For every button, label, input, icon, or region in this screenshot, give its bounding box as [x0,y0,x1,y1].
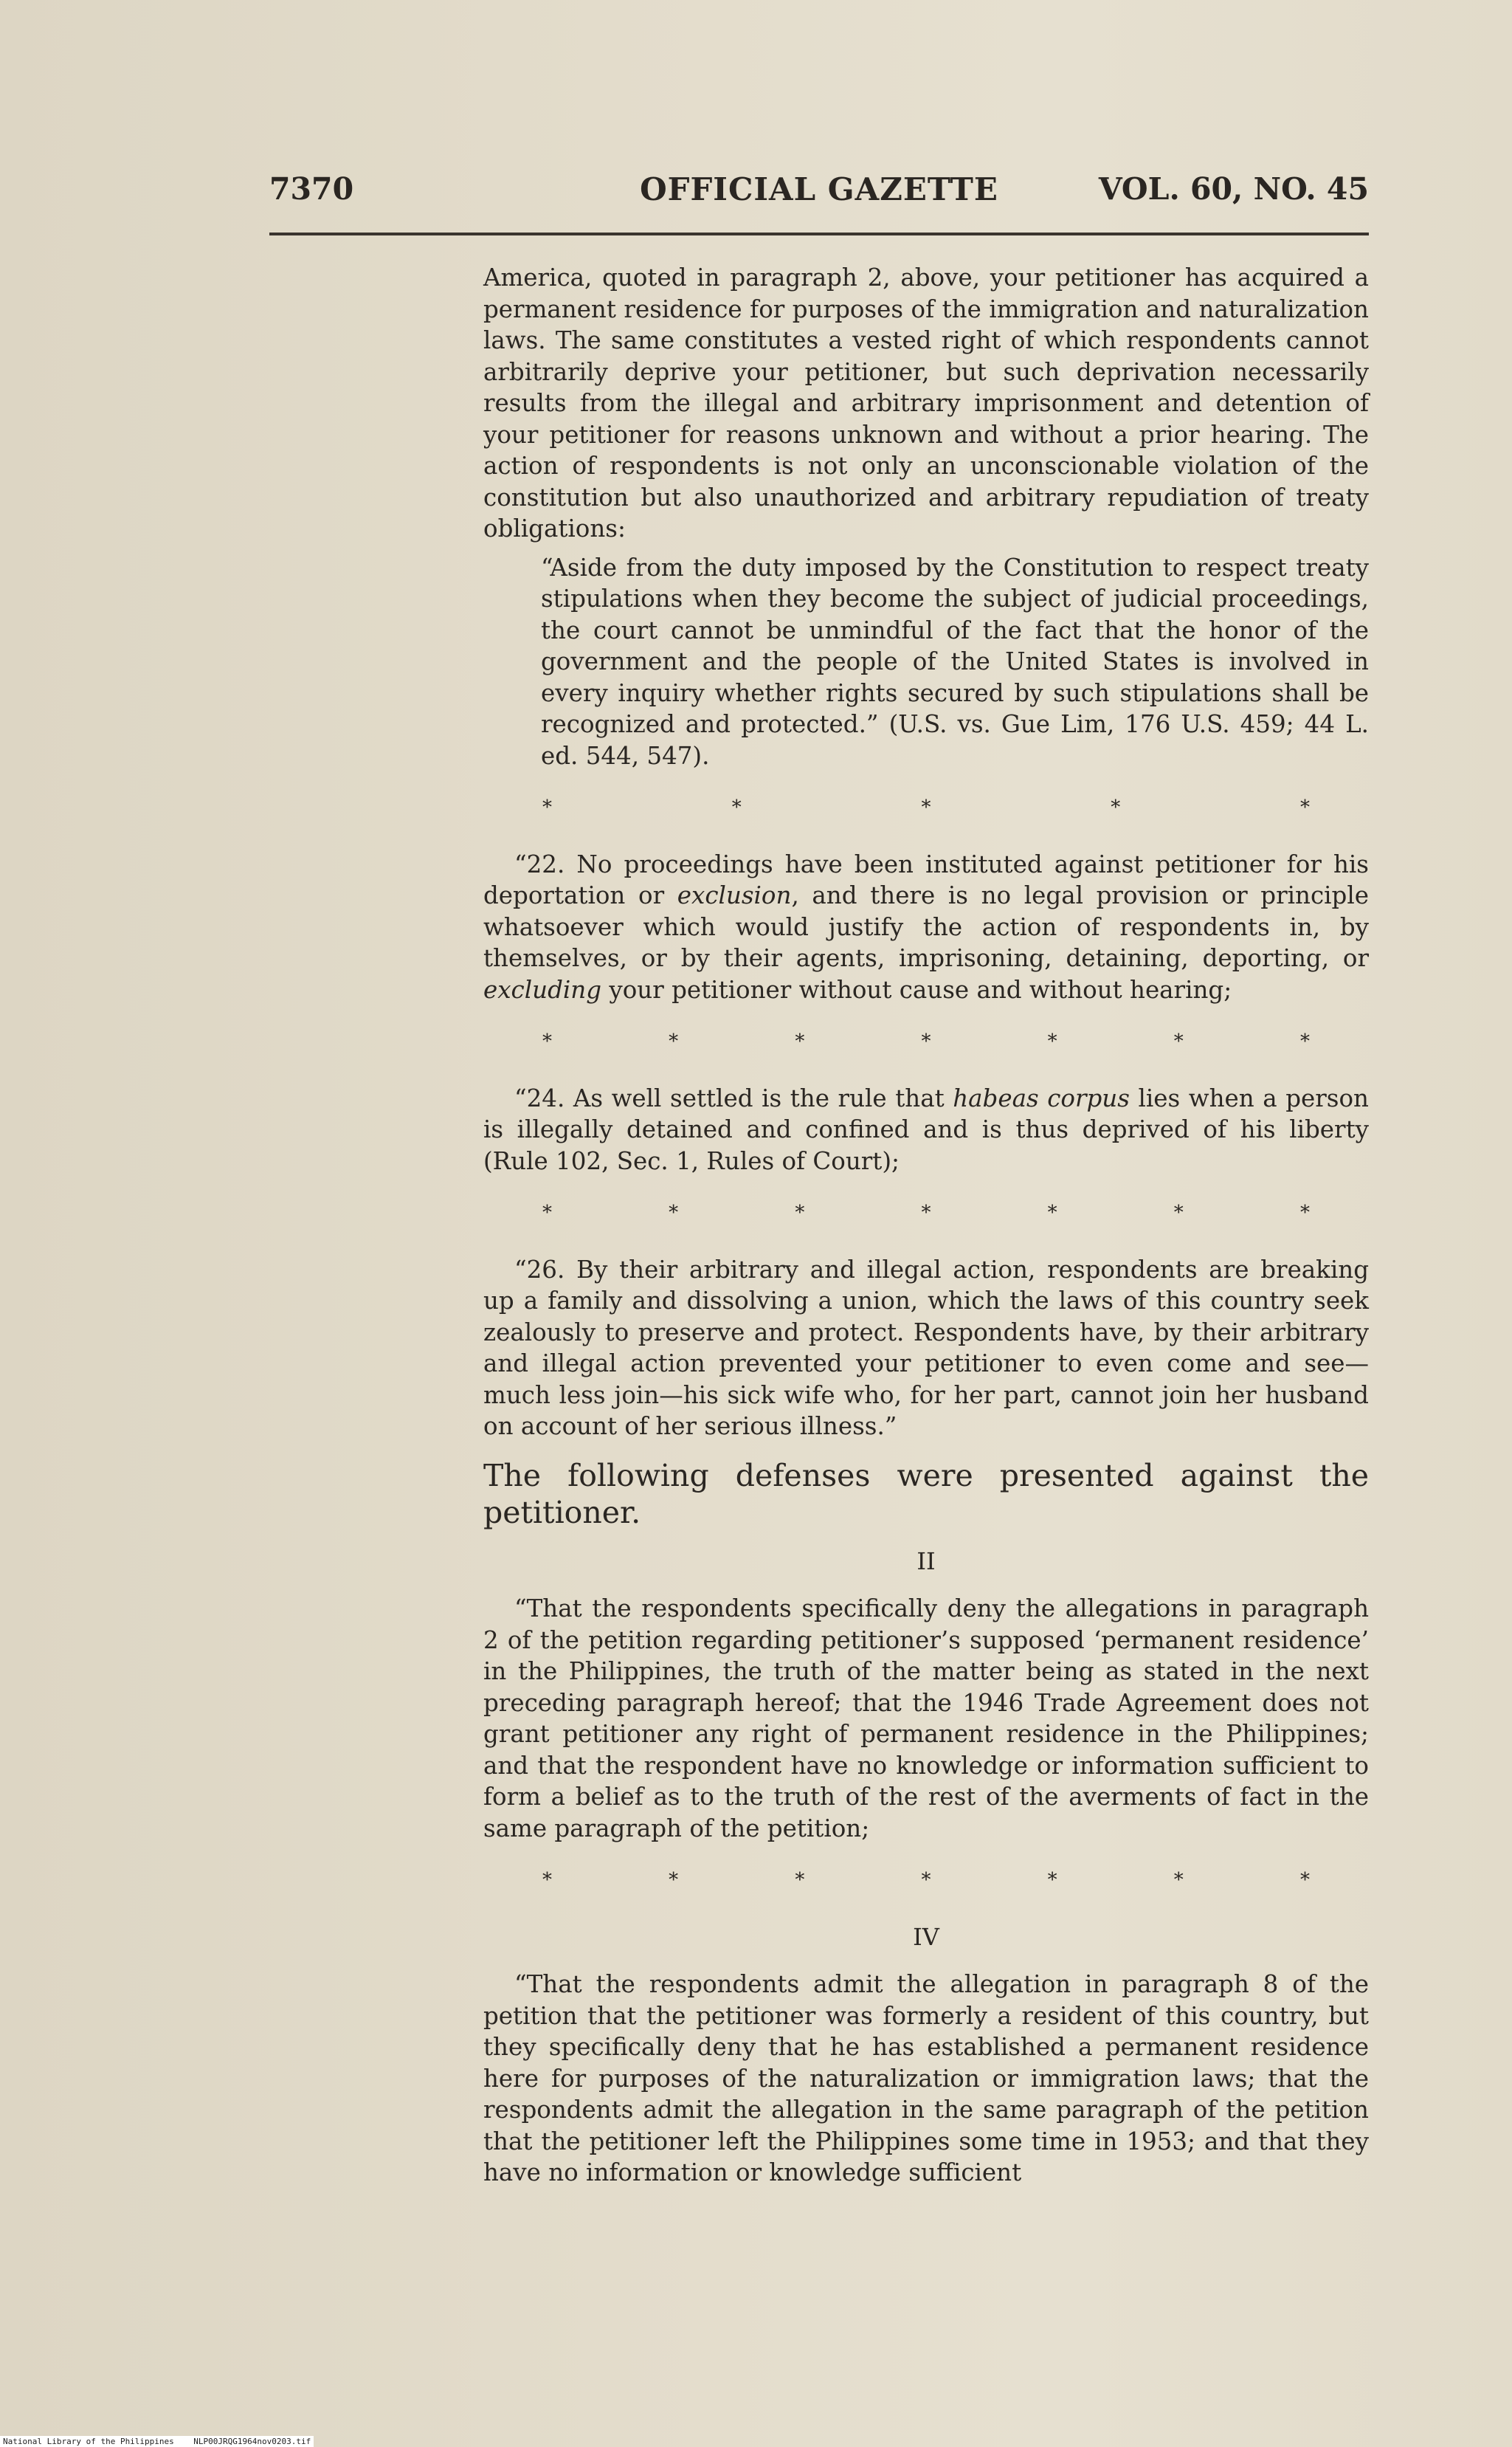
paragraph-22: “22. No proceedings have been instituted against petitioner for his deportation or exclusion, and there is no legal provision or principle whatsoever which would justify the action of respondents in, by themselves, or by their agents, imprisoning, detaining, deporting, or excluding your petitioner without cause and without hearing; [483,850,1369,1004]
section-heading-iv: IV [913,1922,939,1951]
ellipsis-stars: * * * * * * * [542,1202,1310,1224]
defense-ii: “That the respondents specifically deny the allegations in paragraph 2 of the petition regarding petitioner’s supposed ‘permanent residence’ in the Philippines, the truth of the matter being as stated in the next preceding paragraph hereof; that the 1946 Trade Agreement does not grant petitioner any right of permanent residence in the Philippines; and that the respondent have no knowledge or information sufficient to form a belief as to the truth of the rest of the averments of fact in the same paragraph of the petition; [483,1594,1369,1842]
header-rule [269,233,1369,235]
page-header [269,171,1369,216]
defense-iv: “That the respondents admit the allegation in paragraph 8 of the petition that the petitioner was formerly a resident of this country, but they specifically deny that he has established a permanent residence here for purposes of the naturalization or immigration laws; that the respondents admit the allegation in the same paragraph of the petition that the petitioner left the Philippines some time in 1953; and that they have no information or knowledge sufficient [483,1970,1369,2186]
ellipsis-stars: * * * * * * * [542,1869,1310,1891]
section-heading-ii: II [916,1546,936,1575]
ellipsis-stars: * * * * * [542,796,1310,819]
paragraph-26: “26. By their arbitrary and illegal action, respondents are breaking up a family and dissolving a union, which the laws of this country seek zealously to preserve and protect. Respondents have, by their arbitrary and illegal action prevented your petitioner to even come and see—much less join—his sick wife who, for her part, cannot join her husband on account of her serious illness.” [483,1255,1369,1440]
block-quote: “Aside from the duty imposed by the Constitution to respect treaty stipulations when they become the subject of judicial proceedings, the court cannot be unmindful of the fact that the honor of the government and the people of the United States is involved in every inquiry whether rights secured by such stipulations shall be recognized and protected.” (U.S. vs. Gue Lim, 176 U.S. 459; 44 L. ed. 544, 547). [541,553,1369,770]
paragraph-24: “24. As well settled is the rule that habeas corpus lies when a person is illegally detained and confined and is thus deprived of his liberty (Rule 102, Sec. 1, Rules of Court); [483,1084,1369,1175]
scan-footer: National Library of the Philippines NLP00JRQG1964nov0203.tif [0,2436,314,2447]
paragraph-continuation: America, quoted in paragraph 2, above, your petitioner has acquired a permanent residence for purposes of the immigration and naturalization laws. The same constitutes a vested right of which respondents cannot arbitrarily deprive your petitioner, but such deprivation necessarily results from the illegal and arbitrary imprisonment and detention of your petitioner for reasons unknown and without a prior hearing. The action of respondents is not only an unconscionable violation of the constitution but also unauthorized and arbitrary repudiation of treaty obligations: [483,264,1369,543]
publication-title: OFFICIAL GAZETTE [640,171,998,207]
ellipsis-stars: * * * * * * * [542,1030,1310,1053]
page-body [483,262,1369,2189]
page-number: 7370 [269,171,354,207]
defenses-intro: The following defenses were presented against the petitioner. [483,1457,1369,1530]
volume-number: VOL. 60, NO. 45 [1098,171,1369,207]
